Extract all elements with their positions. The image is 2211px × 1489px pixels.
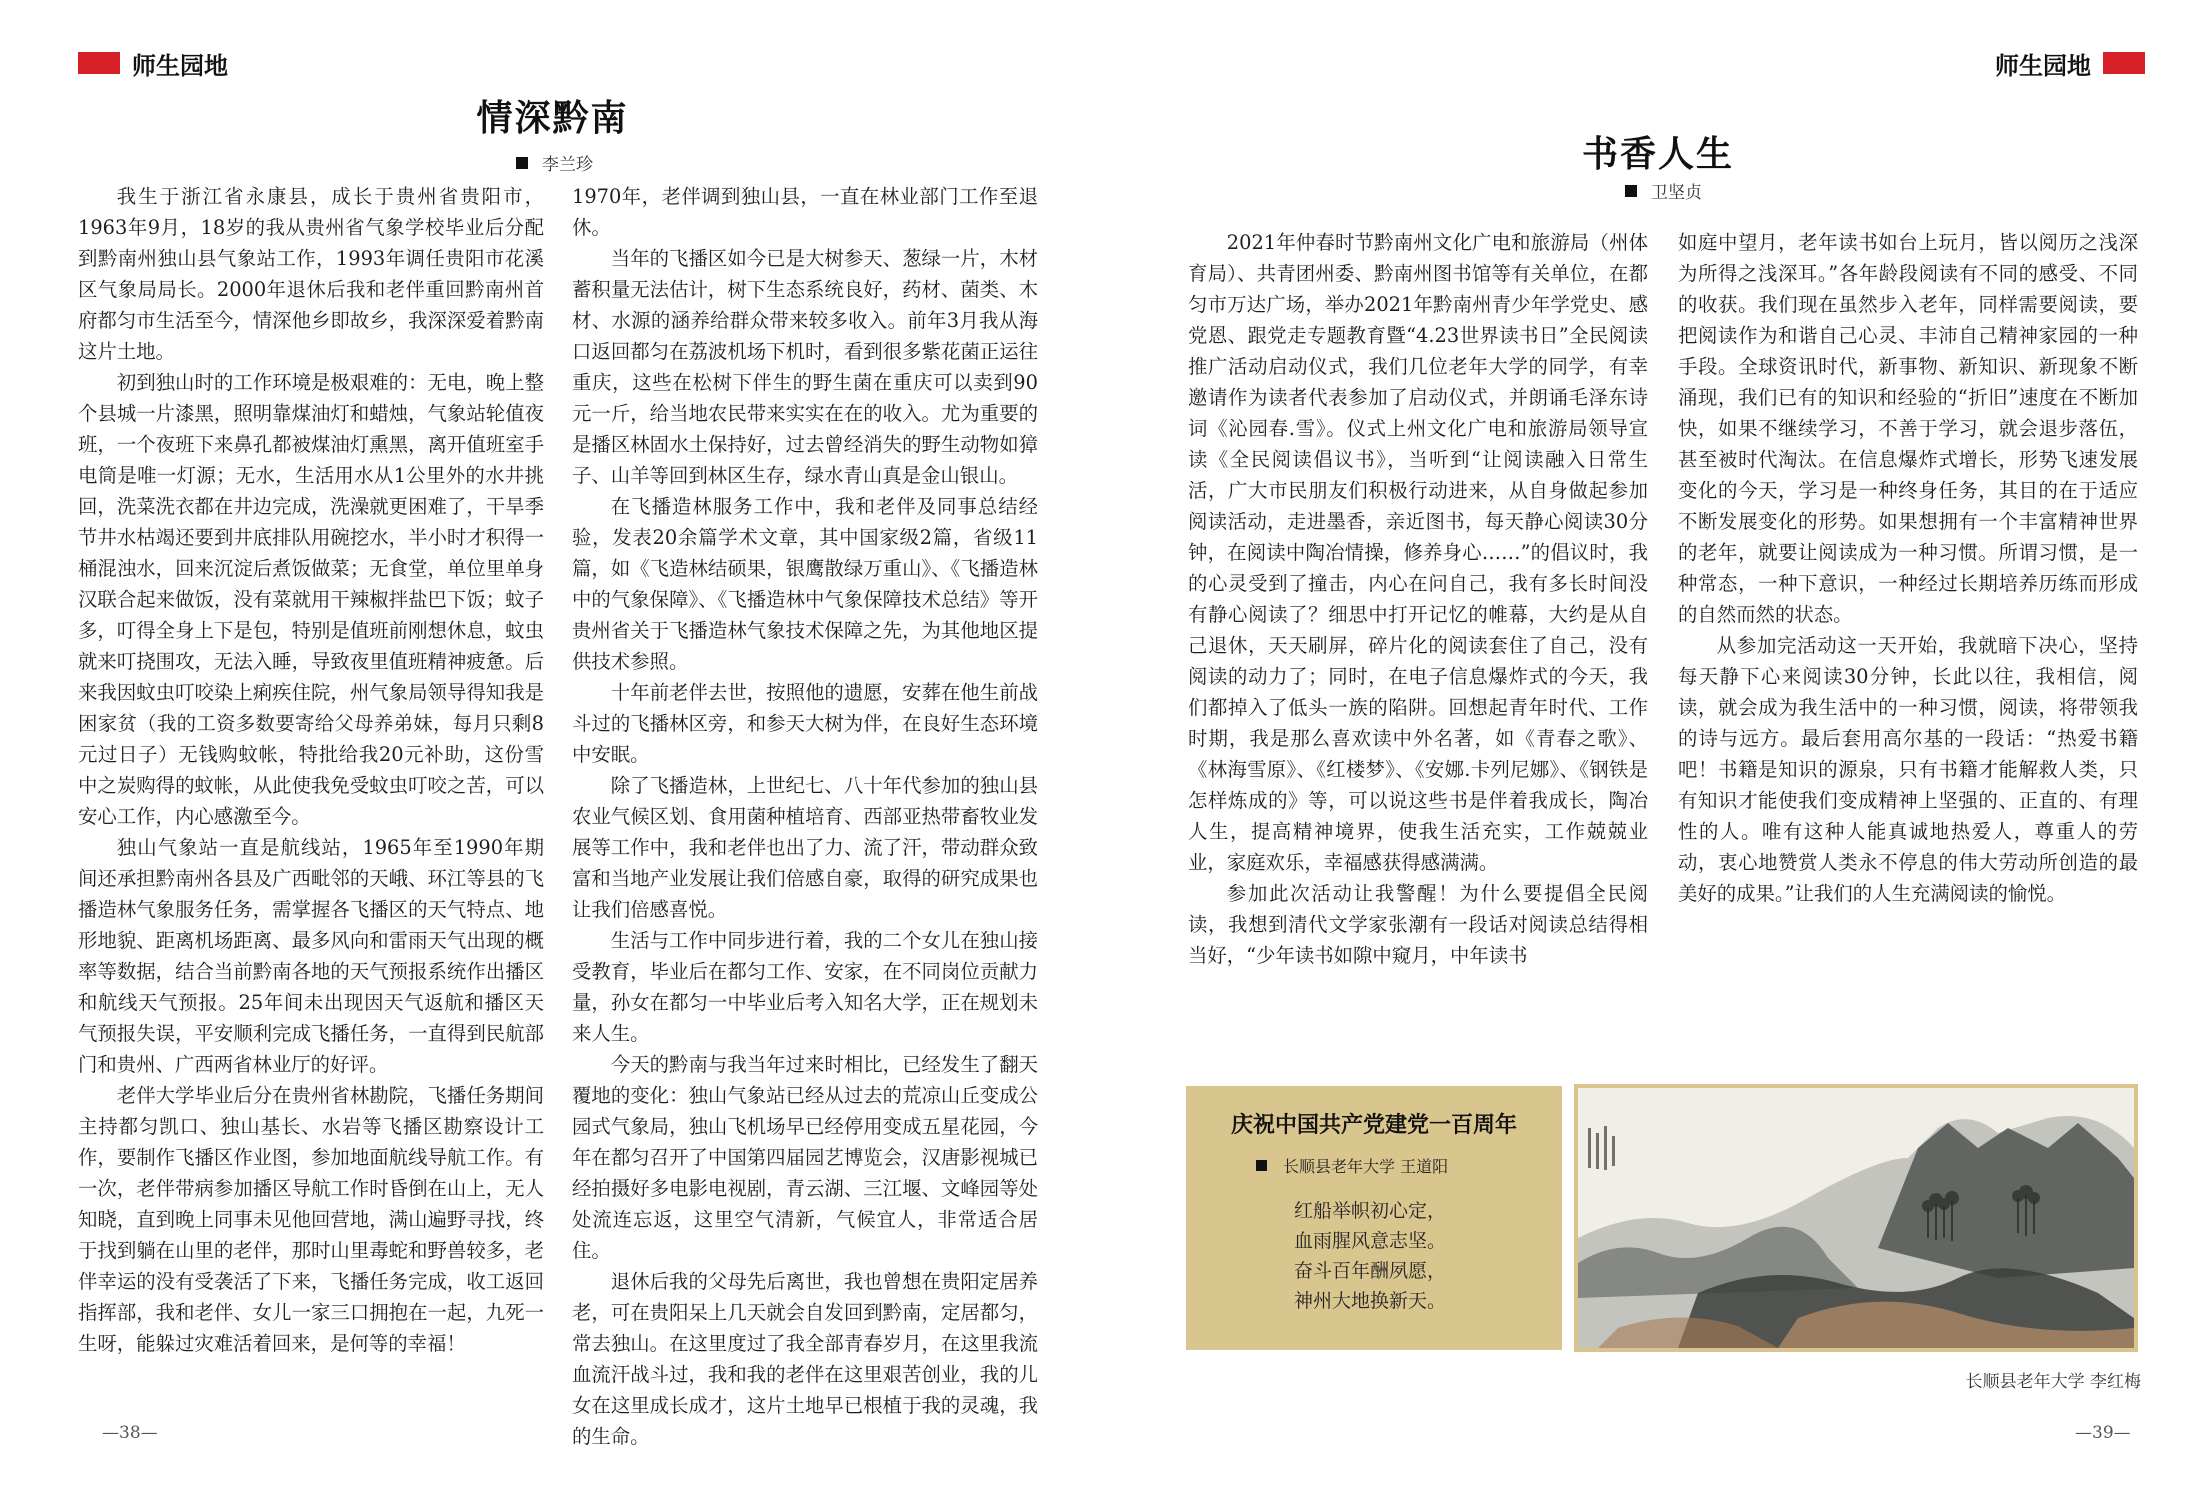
landscape-painting-image — [1574, 1084, 2138, 1352]
paragraph: 独山气象站一直是航线站，1965年至1990年期间还承担黔南州各县及广西毗邻的天峨、环江等县的飞播造林气象服务任务，需掌握各飞播区的天气特点、地形地貌、距离机场距离、最多风向和雷雨天气出现的概率等数据，结合当前黔南各地的天气预报系统作出播区和航线天气预报。25年间未出现因天气返航和播区天气预报失误，平安顺利完成飞播任务，一直得到民航部门和贵州、广西两省林业厅的好评。 — [78, 836, 544, 1076]
poem-line: 红船举帜初心定， — [1294, 1200, 1447, 1222]
byline-square-icon — [1625, 185, 1637, 197]
ink-landscape-icon — [1578, 1088, 2134, 1348]
article-column-1 — [78, 181, 544, 1359]
paragraph: 今天的黔南与我当年过来时相比，已经发生了翻天覆地的变化：独山气象站已经从过去的荒凉山丘变成公园式气象局，独山飞机场早已经停用变成五星花园，今年在都匀召开了中国第四届园艺博览会，汉唐影视城已经拍摄好多电影电视剧，青云湖、三江堰、文峰园等处处流连忘返，这里空气清新，气候宜人，非常适合居住。 — [572, 1053, 1038, 1262]
page-number-left: —38— — [102, 1423, 158, 1443]
page-number-right: —39— — [2075, 1423, 2131, 1443]
author-name: 卫坚贞 — [1651, 183, 1702, 203]
article-title-qingshen: 情深黔南 — [476, 98, 629, 139]
painting-caption: 长顺县老年大学 李红梅 — [1965, 1372, 2141, 1392]
article-column-2 — [572, 181, 1038, 1452]
paragraph: 在飞播造林服务工作中，我和老伴及同事总结经验，发表20余篇学术文章，其中国家级2篇，省级11篇，如《飞造林结硕果，银鹰散绿万重山》、《飞播造林中的气象保障》、《飞播造林中气象保障技术总结》等开贵州省关于飞播造林气象技术保障之先，为其他地区提供技术参照。 — [572, 495, 1038, 673]
paragraph: 老伴大学毕业后分在贵州省林勘院，飞播任务期间主持都匀凯口、独山基长、水岩等飞播区勘察设计工作，要制作飞播区作业图，参加地面航线导航工作。有一次，老伴带病参加播区导航工作时昏倒在山上，无人知晓，直到晚上同事未见他回营地，满山遍野寻找，终于找到躺在山里的老伴，那时山里毒蛇和野兽较多，老伴幸运的没有受袭活了下来，飞播任务完成，收工返回指挥部，我和老伴、女儿一家三口拥抱在一起，九死一生呀，能躲过灾难活着回来，是何等的幸福！ — [78, 1084, 544, 1355]
paragraph: 生活与工作中同步进行着，我的二个女儿在独山接受教育，毕业后在都匀工作、安家，在不同岗位贡献力量，孙女在都匀一中毕业后考入知名大学，正在规划未来人生。 — [572, 929, 1038, 1045]
poem-author — [1256, 1154, 1448, 1177]
paragraph: 参加此次活动让我警醒！为什么要提倡全民阅读，我想到清代文学家张潮有一段话对阅读总结得相当好，“少年读书如隙中窥月，中年读书 — [1188, 882, 1648, 967]
poem-lines — [1294, 1196, 1446, 1316]
paragraph: 1970年，老伴调到独山县，一直在林业部门工作至退休。 — [572, 185, 1038, 239]
red-bar-marker — [78, 52, 120, 74]
author-name: 李兰珍 — [542, 155, 593, 175]
section-header-left — [78, 48, 240, 78]
author-byline-right — [1625, 178, 1702, 203]
byline-square-icon — [1256, 1160, 1267, 1171]
poem-line: 奋斗百年酬夙愿， — [1294, 1260, 1447, 1282]
paragraph: 当年的飞播区如今已是大树参天、葱绿一片，木材蓄积量无法估计，树下生态系统良好，药材、菌类、木材、水源的涵养给群众带来较多收入。前年3月我从海口返回都匀在荔波机场下机时，看到很多紫花菌正运往重庆，这些在松树下伴生的野生菌在重庆可以卖到90元一斤，给当地农民带来实实在在的收入。尤为重要的是播区林固水土保持好，过去曾经消失的野生动物如獐子、山羊等回到林区生存，绿水青山真是金山银山。 — [572, 247, 1038, 487]
paragraph: 初到独山时的工作环境是极艰难的：无电，晚上整个县城一片漆黑，照明靠煤油灯和蜡烛，气象站轮值夜班，一个夜班下来鼻孔都被煤油灯熏黑，离开值班室手电筒是唯一灯源；无水，生活用水从1公里外的水井挑回，洗菜洗衣都在井边完成，洗澡就更困难了，干旱季节井水枯竭还要到井底排队用碗挖水，半小时才积得一桶混浊水，回来沉淀后煮饭做菜；无食堂，单位里单身汉联合起来做饭，没有菜就用干辣椒拌盐巴下饭；蚊子多，叮得全身上下是包，特别是值班前刚想休息，蚊虫就来叮挠围攻，无法入睡，导致夜里值班精神疲惫。后来我因蚊虫叮咬染上痢疾住院，州气象局领导得知我是困家贫（我的工资多数要寄给父母养弟妹，每月只剩8元过日子）无钱购蚊帐，特批给我20元补助，这份雪中之炭购得的蚊帐，从此使我免受蚊虫叮咬之苦，可以安心工作，内心感激至今。 — [78, 371, 544, 828]
section-header-right — [1983, 48, 2145, 78]
poem-box — [1186, 1086, 1562, 1350]
author-byline-left — [516, 150, 593, 175]
paragraph: 我生于浙江省永康县，成长于贵州省贵阳市，1963年9月，18岁的我从贵州省气象学校毕业后分配到黔南州独山县气象站工作，1993年调任贵阳市花溪区气象局局长。2000年退休后我和老伴重回黔南州首府都匀市生活至今，情深他乡即故乡，我深深爱着黔南这片土地。 — [78, 185, 544, 363]
poem-line: 神州大地换新天。 — [1294, 1290, 1447, 1312]
section-label: 师生园地 — [1995, 51, 2091, 80]
right-page — [1105, 0, 2211, 1489]
poem-author-name: 长顺县老年大学 王道阳 — [1283, 1157, 1449, 1176]
paragraph: 从参加完活动这一天开始，我就暗下决心，坚持每天静下心来阅读30分钟，长此以往，我相信，阅读，就会成为我生活中的一种习惯，阅读，将带领我的诗与远方。最后套用高尔基的一段话：“热爱书籍吧！书籍是知识的源泉，只有书籍才能解救人类，只有知识才能使我们变成精神上坚强的、正直的、有理性的人。唯有这种人能真诚地热爱人，尊重人的劳动，衷心地赞赏人类永不停息的伟大劳动所创造的最美好的成果。”让我们的人生充满阅读的愉悦。 — [1678, 634, 2138, 905]
paragraph: 退休后我的父母先后离世，我也曾想在贵阳定居养老，可在贵阳呆上几天就会自发回到黔南，定居都匀，常去独山。在这里度过了我全部青春岁月，在这里我流血流汗战斗过，我和我的老伴在这里艰苦创业，我的儿女在这里成长成才，这片土地早已根植于我的灵魂，我的生命。 — [572, 1270, 1038, 1448]
poem-title: 庆祝中国共产党建党一百周年 — [1230, 1113, 1517, 1138]
paragraph: 除了飞播造林，上世纪七、八十年代参加的独山县农业气候区划、食用菌种植培育、西部亚热带畜牧业发展等工作中，我和老伴也出了力、流了汗，带动群众致富和当地产业发展让我们倍感自豪，取得的研究成果也让我们倍感喜悦。 — [572, 774, 1038, 921]
article-column-2 — [1678, 227, 2138, 909]
section-label: 师生园地 — [132, 51, 228, 80]
paragraph: 十年前老伴去世，按照他的遗愿，安葬在他生前战斗过的飞播林区旁，和参天大树为伴，在良好生态环境中安眠。 — [572, 681, 1038, 766]
article-column-1 — [1188, 227, 1648, 971]
byline-square-icon — [516, 157, 528, 169]
left-page — [0, 0, 1105, 1489]
paragraph: 2021年仲春时节黔南州文化广电和旅游局（州体育局）、共青团州委、黔南州图书馆等有关单位，在都匀市万达广场，举办2021年黔南州青少年学党史、感党恩、跟党走专题教育暨“4.23世界读书日”全民阅读推广活动启动仪式，我们几位老年大学的同学，有幸邀请作为读者代表参加了启动仪式，并朗诵毛泽东诗词《沁园春.雪》。仪式上州文化广电和旅游局领导宣读《全民阅读倡议书》，当听到“让阅读融入日常生活，广大市民朋友们积极行动进来，从自身做起参加阅读活动，走进墨香，亲近图书，每天静心阅读30分钟，在阅读中陶冶情操，修养身心……”的倡议时，我的心灵受到了撞击，内心在问自己，我有多长时间没有静心阅读了？细思中打开记忆的帷幕，大约是从自己退休，天天刷屏，碎片化的阅读套住了自己，没有阅读的动力了；同时，在电子信息爆炸式的今天，我们都掉入了低头一族的陷阱。回想起青年时代、工作时期，我是那么喜欢读中外名著，如《青春之歌》、《林海雪原》、《红楼梦》、《安娜.卡列尼娜》、《钢铁是怎样炼成的》等，可以说这些书是伴着我成长，陶冶人生，提高精神境界，使我生活充实，工作兢兢业业，家庭欢乐，幸福感获得感满满。 — [1188, 231, 1648, 874]
red-bar-marker — [2103, 52, 2145, 74]
article-title-shuxiang: 书香人生 — [1581, 134, 1734, 175]
paragraph: 如庭中望月，老年读书如台上玩月，皆以阅历之浅深为所得之浅深耳。”各年龄段阅读有不同的感受、不同的收获。我们现在虽然步入老年，同样需要阅读，要把阅读作为和谐自己心灵、丰沛自己精神家园的一种手段。全球资讯时代，新事物、新知识、新现象不断涌现，我们已有的知识和经验的“折旧”速度在不断加快，如果不继续学习，不善于学习，就会退步落伍，甚至被时代淘汰。在信息爆炸式增长，形势飞速发展变化的今天，学习是一种终身任务，其目的在于适应不断发展变化的形势。如果想拥有一个丰富精神世界的老年，就要让阅读成为一种习惯。所谓习惯，是一种常态，一种下意识，一种经过长期培养历练而形成的自然而然的状态。 — [1678, 231, 2138, 626]
poem-line: 血雨腥风意志坚。 — [1294, 1230, 1447, 1252]
